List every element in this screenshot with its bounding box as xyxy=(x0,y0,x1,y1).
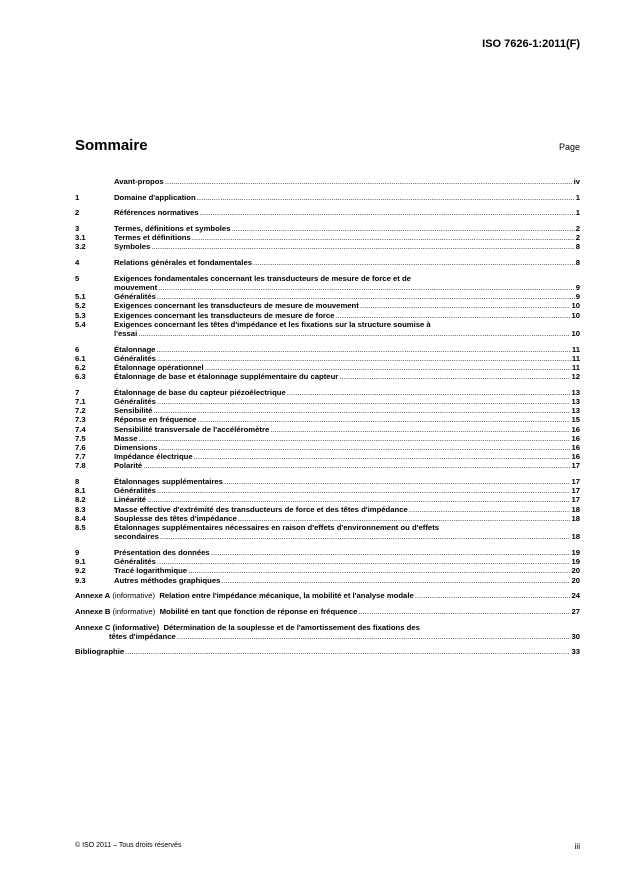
leader-dots xyxy=(165,177,573,186)
leader-dots xyxy=(151,242,574,251)
toc-entry-title: Généralités xyxy=(114,486,156,496)
toc-entry[interactable] xyxy=(75,233,580,242)
toc-entry-number: 8 xyxy=(75,477,80,487)
toc-entry-title: Masse xyxy=(114,433,138,443)
toc-entry-page: 1 xyxy=(575,192,580,202)
leader-dots xyxy=(270,425,570,434)
toc-entry-number: 5.2 xyxy=(75,301,86,311)
document-header: ISO 7626-1:2011(F) xyxy=(482,38,580,50)
annex-page: 27 xyxy=(571,606,580,616)
toc-entry[interactable] xyxy=(75,242,580,251)
leader-dots xyxy=(158,283,575,292)
toc-entry-number: 5 xyxy=(75,273,80,283)
leader-dots xyxy=(159,443,571,452)
toc-entry-title: Symboles xyxy=(114,242,151,252)
page-column-label: Page xyxy=(558,142,580,152)
toc-entry-page: 18 xyxy=(571,504,580,514)
leader-dots xyxy=(194,452,571,461)
toc-entry-number: 6.2 xyxy=(75,363,86,373)
leader-dots xyxy=(157,486,571,495)
toc-entry[interactable] xyxy=(75,406,580,415)
toc-entry-title: Généralités xyxy=(114,557,156,567)
toc-entry-page: 15 xyxy=(571,415,580,425)
toc-entry-number: 7 xyxy=(75,387,80,397)
table-of-contents xyxy=(75,177,580,657)
toc-entry-title: Présentation des données xyxy=(114,547,210,557)
toc-entry-title: Sensibilité transversale de l'accéléromètre xyxy=(114,424,270,434)
annex-title: Mobilité en tant que fonction de réponse en fréquence xyxy=(159,606,358,616)
toc-entry[interactable] xyxy=(75,477,580,486)
annex-entry[interactable] xyxy=(75,591,580,600)
toc-entry[interactable] xyxy=(75,372,580,381)
toc-entry[interactable] xyxy=(75,292,580,301)
leader-dots xyxy=(200,208,575,217)
annex-title: Relation entre l'impédance mécanique, la mobilité et l'analyse modale xyxy=(159,591,414,601)
toc-entry-number: 9 xyxy=(75,547,80,557)
toc-entry-number: 7.2 xyxy=(75,406,86,416)
leader-dots xyxy=(192,233,575,242)
toc-entry[interactable] xyxy=(75,434,580,443)
leader-dots xyxy=(156,345,570,354)
toc-entry-number: 9.3 xyxy=(75,575,86,585)
toc-entry[interactable] xyxy=(75,258,580,267)
toc-entry-title: Termes, définitions et symboles xyxy=(114,224,231,234)
toc-entry-number: 3 xyxy=(75,224,80,234)
toc-entry[interactable] xyxy=(75,523,580,541)
annex-type: (informative) xyxy=(112,591,156,601)
annex-label: Annexe C xyxy=(75,622,111,632)
toc-entry-page: 16 xyxy=(571,443,580,453)
leader-dots xyxy=(139,434,571,443)
toc-entry-page: 17 xyxy=(571,477,580,487)
toc-entry-number: 7.7 xyxy=(75,452,86,462)
leader-dots xyxy=(197,415,570,424)
toc-entry-page: 11 xyxy=(571,344,580,354)
toc-entry-number: 7.5 xyxy=(75,433,86,443)
leader-dots xyxy=(205,363,571,372)
leader-dots xyxy=(188,566,570,575)
toc-entry-number: 6.1 xyxy=(75,353,86,363)
toc-entry-title: Références normatives xyxy=(114,208,199,218)
toc-entry-title: Exigences fondamentales concernant les transducteurs de mesure de force et de xyxy=(114,273,411,283)
toc-entry-page: 11 xyxy=(571,353,580,363)
toc-entry-number: 8.5 xyxy=(75,523,86,533)
toc-entry-title: Réponse en fréquence xyxy=(114,415,197,425)
toc-entry-number: 8.3 xyxy=(75,504,86,514)
toc-entry-page: 19 xyxy=(571,557,580,567)
toc-entry-page: 10 xyxy=(571,310,580,320)
toc-entry-title: Linéarité xyxy=(114,495,147,505)
toc-entry-title: Dimensions xyxy=(114,443,158,453)
toc-entry-page: 1 xyxy=(575,208,580,218)
toc-entry-title: Étalonnages supplémentaires xyxy=(114,477,223,487)
toc-entry-page: 17 xyxy=(571,495,580,505)
toc-entry[interactable] xyxy=(75,505,580,514)
toc-entry-number: 7.6 xyxy=(75,443,86,453)
toc-entry-title-cont: secondaires xyxy=(114,532,159,542)
toc-entry-number: 4 xyxy=(75,258,80,268)
toc-entry-number: 7.8 xyxy=(75,461,86,471)
toc-entry-page: 18 xyxy=(571,513,580,523)
toc-entry-page: 2 xyxy=(575,233,580,243)
toc-entry-title: Impédance électrique xyxy=(114,452,193,462)
annex-title: Détermination de la souplesse et de l'amortissement des fixations des xyxy=(163,622,420,632)
toc-entry-title: Étalonnage de base et étalonnage supplémentaire du capteur xyxy=(114,372,339,382)
toc-entry-title: Généralités xyxy=(114,353,156,363)
toc-entry-title: Termes et définitions xyxy=(114,233,191,243)
toc-entry-page: 13 xyxy=(571,406,580,416)
toc-entry[interactable] xyxy=(75,208,580,217)
bibliography-page: 33 xyxy=(571,647,580,657)
toc-entry[interactable] xyxy=(75,486,580,495)
toc-entry-page: 19 xyxy=(571,547,580,557)
page-title: Sommaire xyxy=(75,137,148,154)
toc-entry[interactable] xyxy=(75,345,580,354)
leader-dots xyxy=(238,514,571,523)
page-number: iii xyxy=(574,842,580,851)
toc-entry-number: 5.1 xyxy=(75,292,86,302)
toc-entry[interactable] xyxy=(75,557,580,566)
leader-dots xyxy=(287,388,571,397)
toc-entry-title: Masse effective d'extrémité des transducteurs de force et des têtes d'impédance xyxy=(114,504,408,514)
leader-dots xyxy=(409,505,571,514)
toc-entry-number: 9.1 xyxy=(75,557,86,567)
toc-entry-number: 3.1 xyxy=(75,233,86,243)
toc-entry-page: 16 xyxy=(571,433,580,443)
toc-entry[interactable] xyxy=(75,452,580,461)
toc-entry-page: 17 xyxy=(571,461,580,471)
toc-entry-title: Étalonnage xyxy=(114,344,156,354)
toc-entry-number: 1 xyxy=(75,192,80,202)
toc-entry-title: Étalonnage de base du capteur piézoélectrique xyxy=(114,387,286,397)
leader-dots xyxy=(143,461,570,470)
toc-entry-page: iv xyxy=(573,176,580,186)
toc-entry-number: 2 xyxy=(75,208,80,218)
leader-dots xyxy=(157,397,571,406)
toc-entry-title: Polarité xyxy=(114,461,143,471)
toc-entry-title: Avant-propos xyxy=(114,176,164,186)
toc-entry-number: 7.4 xyxy=(75,424,86,434)
toc-entry[interactable] xyxy=(75,461,580,470)
toc-entry[interactable] xyxy=(75,576,580,585)
toc-entry-number: 8.1 xyxy=(75,486,86,496)
annex-entry[interactable] xyxy=(75,607,580,616)
leader-dots xyxy=(339,372,570,381)
toc-entry-title: Domaine d'application xyxy=(114,192,196,202)
toc-entry-page: 9 xyxy=(575,283,580,293)
toc-entry-number: 8.4 xyxy=(75,513,86,523)
toc-entry-page: 16 xyxy=(571,452,580,462)
toc-entry-page: 17 xyxy=(571,486,580,496)
toc-entry-title: Étalonnage opérationnel xyxy=(114,363,204,373)
toc-entry[interactable] xyxy=(75,443,580,452)
leader-dots xyxy=(221,576,570,585)
toc-entry[interactable] xyxy=(75,548,580,557)
bibliography-title: Bibliographie xyxy=(75,647,125,657)
toc-entry-page: 20 xyxy=(571,575,580,585)
toc-entry-title: Sensibilité xyxy=(114,406,153,416)
annex-page: 24 xyxy=(571,591,580,601)
leader-dots xyxy=(157,557,571,566)
toc-entry-page: 2 xyxy=(575,224,580,234)
toc-entry-title: Généralités xyxy=(114,292,156,302)
toc-entry-title: Étalonnages supplémentaires nécessaires en raison d'effets d'environnement ou d'effets xyxy=(114,523,440,533)
toc-entry-page: 20 xyxy=(571,566,580,576)
toc-entry-number: 5.4 xyxy=(75,319,86,329)
toc-entry[interactable] xyxy=(75,425,580,434)
toc-entry-page: 9 xyxy=(575,292,580,302)
leader-dots xyxy=(177,632,571,641)
toc-entry[interactable] xyxy=(75,311,580,320)
toc-entry-title: Exigences concernant les transducteurs de mesure de mouvement xyxy=(114,301,359,311)
leader-dots xyxy=(415,591,571,600)
toc-entry[interactable] xyxy=(75,397,580,406)
leader-dots xyxy=(358,607,570,616)
toc-entry-title: Tracé logarithmique xyxy=(114,566,188,576)
leader-dots xyxy=(231,224,574,233)
toc-entry-page: 8 xyxy=(575,258,580,268)
leader-dots xyxy=(224,477,570,486)
toc-entry-page: 18 xyxy=(571,532,580,542)
toc-entry-page: 16 xyxy=(571,424,580,434)
bibliography-entry[interactable] xyxy=(75,648,580,657)
toc-entry-page: 8 xyxy=(575,242,580,252)
toc-entry[interactable] xyxy=(75,301,580,310)
toc-entry-page: 10 xyxy=(571,328,580,338)
toc-entry[interactable] xyxy=(75,514,580,523)
toc-entry-number: 5.3 xyxy=(75,310,86,320)
annex-entry[interactable] xyxy=(75,623,580,641)
toc-entry[interactable] xyxy=(75,193,580,202)
toc-entry-title-cont: mouvement xyxy=(114,283,158,293)
toc-entry-page: 12 xyxy=(571,372,580,382)
leader-dots xyxy=(125,647,570,656)
toc-entry-title: Relations générales et fondamentales xyxy=(114,258,252,268)
toc-entry-number: 7.1 xyxy=(75,397,86,407)
toc-entry[interactable] xyxy=(75,320,580,338)
leader-dots xyxy=(197,193,575,202)
toc-entry[interactable] xyxy=(75,354,580,363)
leader-dots xyxy=(360,301,571,310)
toc-entry-number: 3.2 xyxy=(75,242,86,252)
toc-entry-page: 13 xyxy=(571,387,580,397)
toc-entry[interactable] xyxy=(75,177,580,186)
leader-dots xyxy=(253,258,575,267)
toc-entry[interactable] xyxy=(75,274,580,292)
annex-title-cont: têtes d'impédance xyxy=(109,631,176,641)
toc-entry-title: Exigences concernant les têtes d'impédance et les fixations sur la structure soumise à xyxy=(114,319,431,329)
annex-label: Annexe A xyxy=(75,591,111,601)
toc-entry-title: Souplesse des têtes d'impédance xyxy=(114,513,237,523)
leader-dots xyxy=(147,495,570,504)
toc-entry-page: 13 xyxy=(571,397,580,407)
toc-entry-number: 8.2 xyxy=(75,495,86,505)
toc-entry[interactable] xyxy=(75,388,580,397)
annex-type: (informative) xyxy=(112,622,160,632)
toc-entry-number: 6.3 xyxy=(75,372,86,382)
leader-dots xyxy=(157,292,575,301)
leader-dots xyxy=(157,354,571,363)
toc-entry-number: 9.2 xyxy=(75,566,86,576)
toc-entry-title: Exigences concernant les transducteurs de mesure de force xyxy=(114,310,335,320)
toc-entry[interactable] xyxy=(75,363,580,372)
leader-dots xyxy=(153,406,570,415)
toc-entry[interactable] xyxy=(75,224,580,233)
toc-entry-page: 11 xyxy=(571,363,580,373)
leader-dots xyxy=(138,329,570,338)
leader-dots xyxy=(160,532,571,541)
toc-entry[interactable] xyxy=(75,416,580,425)
toc-entry[interactable] xyxy=(75,496,580,505)
toc-entry-title: Généralités xyxy=(114,397,156,407)
leader-dots xyxy=(335,311,570,320)
copyright-footer: © ISO 2011 – Tous droits réservés xyxy=(75,842,182,849)
toc-entry-title-cont: l'essai xyxy=(114,328,138,338)
annex-type: (informative) xyxy=(112,606,156,616)
annex-page: 30 xyxy=(571,631,580,641)
toc-entry-number: 6 xyxy=(75,344,80,354)
leader-dots xyxy=(211,548,571,557)
toc-entry-number: 7.3 xyxy=(75,415,86,425)
toc-entry-title: Autres méthodes graphiques xyxy=(114,575,221,585)
toc-entry-page: 10 xyxy=(571,301,580,311)
annex-label: Annexe B xyxy=(75,606,111,616)
toc-entry[interactable] xyxy=(75,566,580,575)
